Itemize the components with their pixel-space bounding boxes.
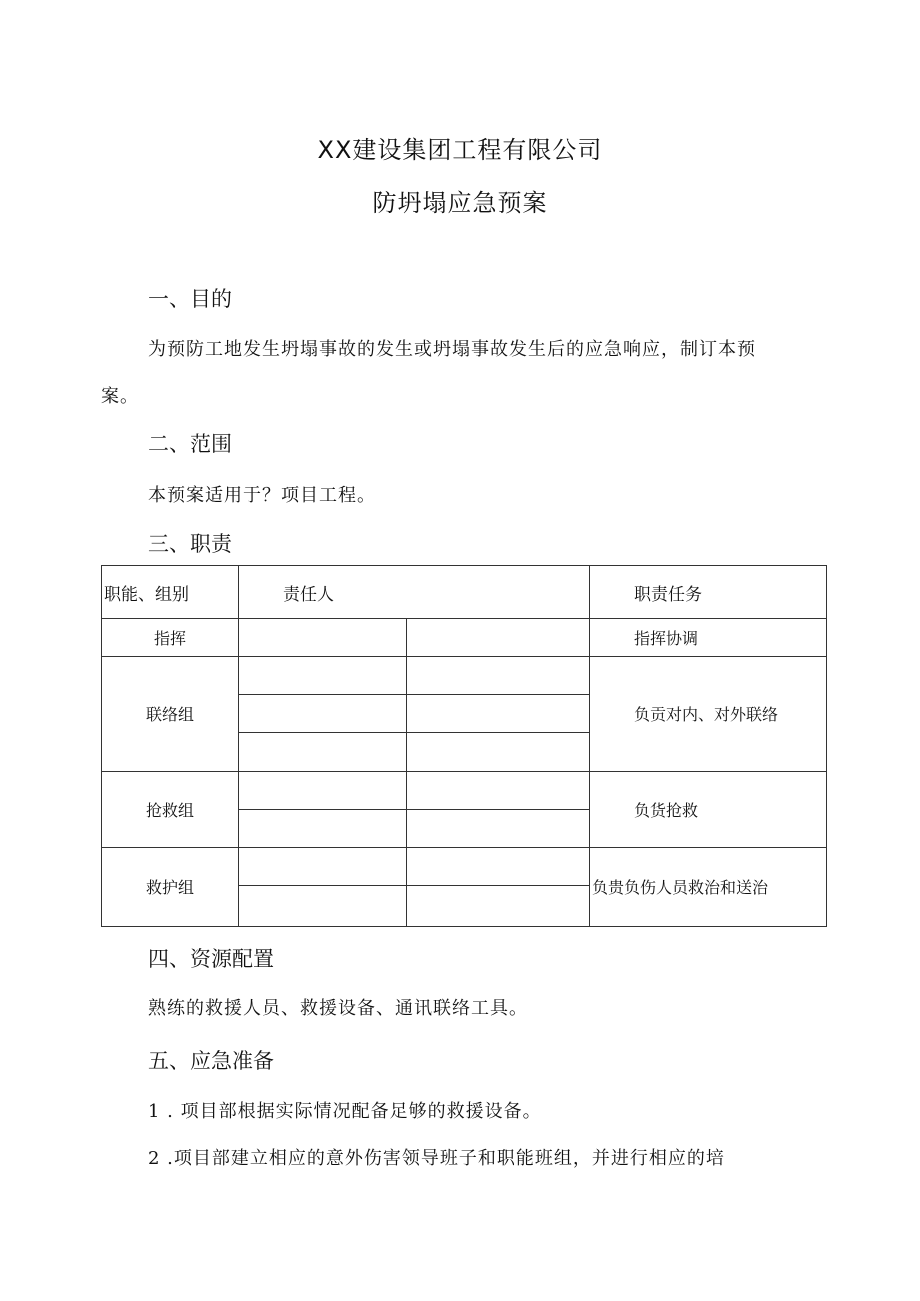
duty-cell: 指挥协调	[590, 619, 827, 657]
duty-cell: 负货抢救	[590, 771, 827, 847]
preparation-item-1: 1 . 项目部根据实际情况配备足够的救援设备。	[148, 1101, 542, 1122]
preparation-item-2: 2 .项目部建立相应的意外伤害领导班子和职能班组，并进行相应的培	[148, 1148, 725, 1169]
table-row	[102, 619, 827, 657]
purpose-text-line1: 为预防工地发生坍塌事故的发生或坍塌事故发生后的应急响应，制订本预	[148, 339, 756, 360]
duty-cell: 负贵负伤人员救治和送治	[590, 847, 827, 926]
responsibility-table	[101, 565, 827, 927]
person-cell	[407, 619, 590, 657]
duty-cell: 负贡对内、对外联络	[590, 657, 827, 771]
person-cell	[407, 695, 590, 733]
person-cell	[239, 847, 407, 885]
person-cell	[239, 771, 407, 809]
header-role: 职能、组别	[102, 566, 239, 619]
person-cell	[239, 695, 407, 733]
header-duty: 职责任务	[590, 566, 827, 619]
person-cell	[239, 809, 407, 847]
person-cell	[239, 619, 407, 657]
table-row	[102, 847, 827, 885]
person-cell	[239, 733, 407, 771]
role-cell: 抢救组	[102, 771, 239, 847]
role-cell: 联络组	[102, 657, 239, 771]
table-row	[102, 657, 827, 695]
person-cell	[239, 885, 407, 926]
table-row	[102, 771, 827, 809]
person-cell	[407, 733, 590, 771]
resources-text: 熟练的救援人员、救援设备、通讯联络工具。	[148, 998, 528, 1019]
section-heading-responsibilities: 三、职责	[148, 532, 232, 556]
purpose-text-line2: 案。	[101, 386, 139, 407]
section-heading-purpose: 一、目的	[148, 287, 232, 311]
person-cell	[407, 657, 590, 695]
person-cell	[407, 885, 590, 926]
role-cell: 救护组	[102, 847, 239, 926]
document-title: 防坍塌应急预案	[372, 189, 548, 217]
header-person: 责任人	[239, 566, 590, 619]
section-heading-resources: 四、资源配置	[148, 947, 274, 971]
scope-text: 本预案适用于？项目工程。	[148, 485, 376, 506]
person-cell	[239, 657, 407, 695]
section-heading-preparation: 五、应急准备	[148, 1049, 274, 1073]
company-title: XX建设集团工程有限公司	[317, 136, 603, 164]
person-cell	[407, 771, 590, 809]
role-cell: 指挥	[102, 619, 239, 657]
person-cell	[407, 847, 590, 885]
section-heading-scope: 二、范围	[148, 432, 232, 456]
person-cell	[407, 809, 590, 847]
table-header-row	[102, 566, 827, 619]
